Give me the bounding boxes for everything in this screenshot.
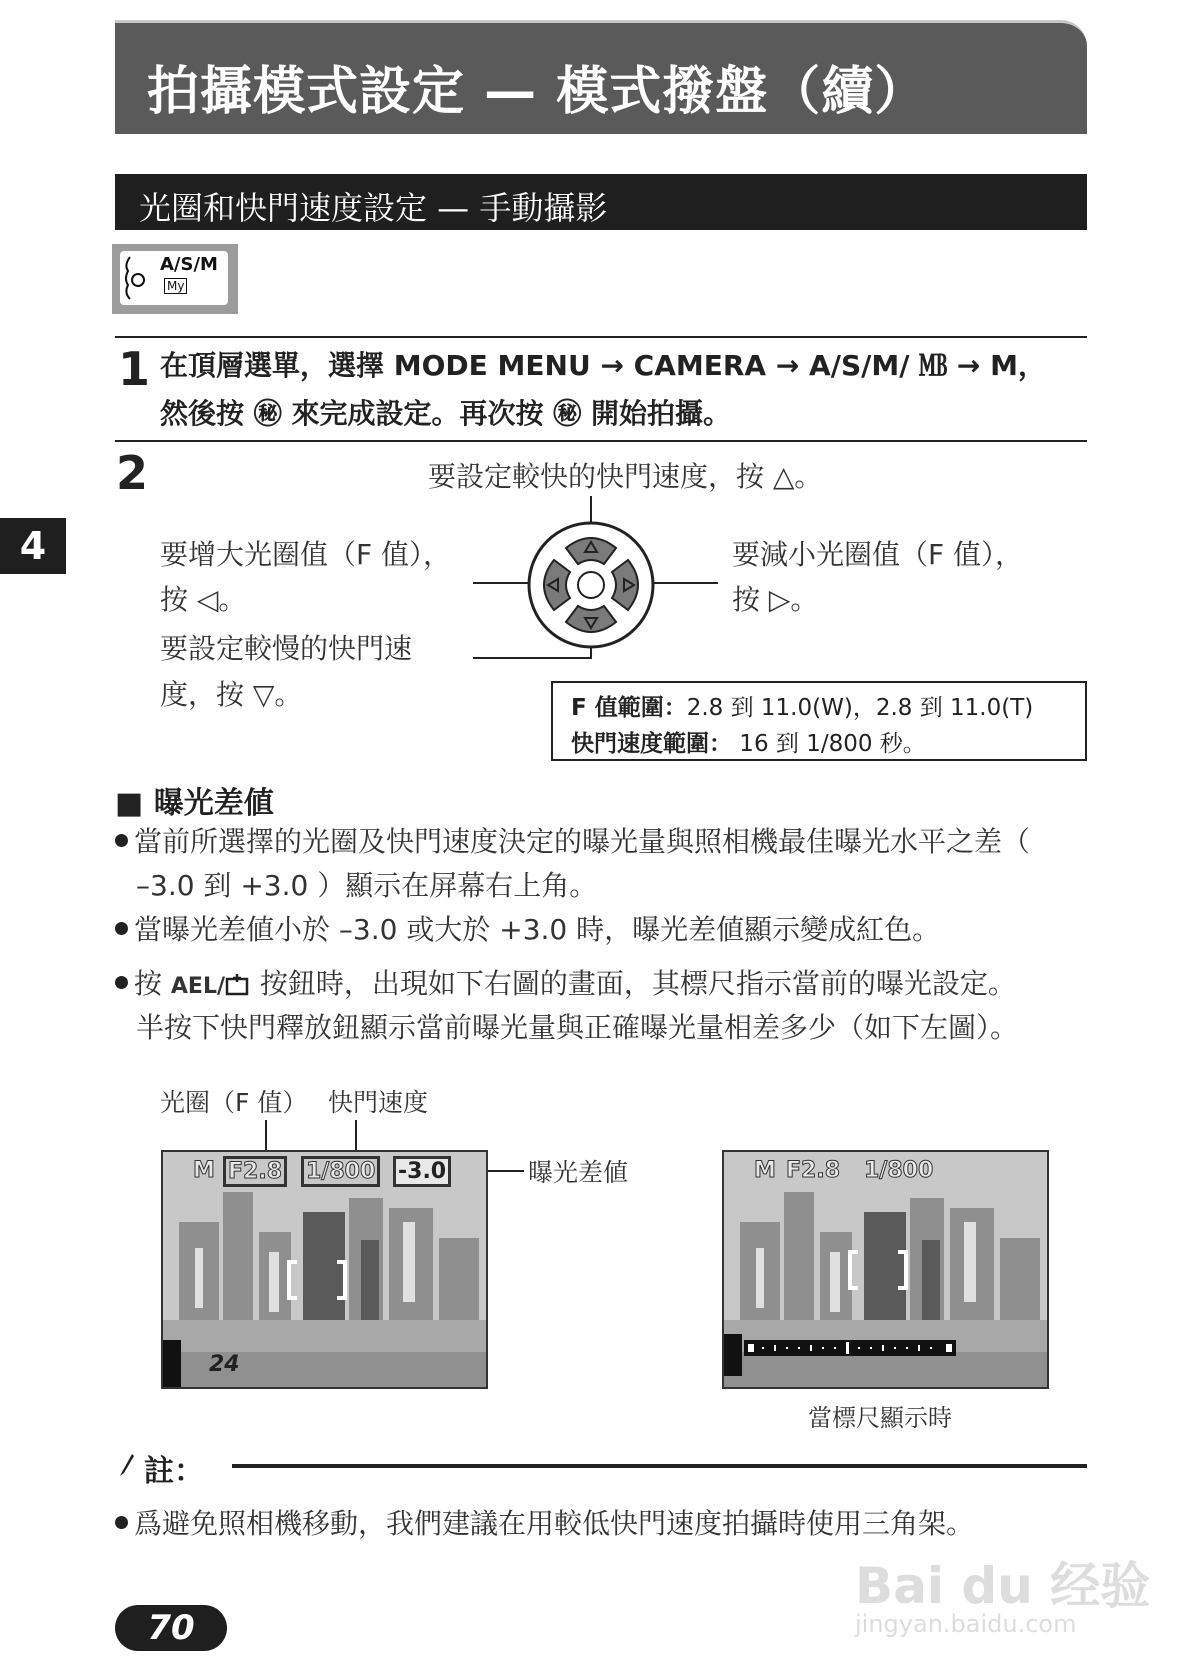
step1-line1: 在頂層選單，選擇 MODE MENU → CAMERA → A/S/M/ ㎆ → M， (160, 349, 1046, 382)
bullet-text-prefix: 按 (134, 967, 171, 1000)
osd-aperture: F2.8 (223, 1156, 287, 1187)
osd-shutter-speed: 1/800 (301, 1156, 380, 1187)
page-title: 拍攝模式設定 — 模式撥盤（續） (147, 62, 928, 122)
label-exposure-diff: 曝光差値 (528, 1158, 629, 1187)
label-aperture: 光圈（F 值） (160, 1088, 308, 1117)
pencil-icon (116, 1452, 136, 1478)
mode-icon-label: A/S/M (160, 254, 218, 275)
page-title-bar (115, 20, 1087, 134)
shutter-range-label: 快門速度範圍： (571, 731, 732, 757)
step-number: 2 (116, 446, 149, 500)
instruction-left-line2: 按 ◁。 (160, 583, 247, 616)
leader-line-down-h (473, 657, 592, 659)
osd-aperture: F2.8 (786, 1158, 841, 1183)
range-info-box (551, 681, 1087, 761)
exposure-scale-bar (744, 1340, 956, 1356)
bullet-item (115, 962, 1016, 1009)
instruction-left-line1: 要增大光圈值（F 值）， (160, 538, 452, 571)
arrow-pad-icon (526, 520, 656, 650)
note-text: 爲避免照相機移動，我們建議在用較低快門速度拍攝時使用三角架。 (134, 1507, 975, 1540)
chapter-tab: 4 (0, 518, 66, 574)
bullet-dot (115, 1516, 128, 1529)
right-figure-caption: 當標尺顯示時 (808, 1404, 952, 1432)
mode-dial-icon (112, 244, 238, 314)
leader-line-shutter (355, 1120, 357, 1154)
osd-exposure-diff: -3.0 (393, 1156, 451, 1187)
divider (115, 440, 1087, 442)
osd-mode: M (193, 1158, 215, 1183)
page-number: 70 (115, 1605, 227, 1651)
bullet-continuation: –3.0 到 +3.0 ）顯示在屏幕右上角。 (136, 869, 598, 902)
note-rule (232, 1464, 1087, 1468)
ael-button-label: AEL/ (170, 974, 226, 999)
step-number: 1 (118, 342, 151, 396)
step1-text (160, 342, 1046, 438)
osd-mode: M (754, 1158, 776, 1183)
bullet-dot (115, 976, 128, 989)
bullet-text: 當曝光差値小於 –3.0 或大於 +3.0 時，曝光差値顯示變成紅色。 (134, 913, 941, 946)
bullet-item (115, 1502, 974, 1546)
bullet-dot (115, 834, 128, 847)
f-range-value: 2.8 到 11.0(W)，2.8 到 11.0(T) (686, 695, 1034, 721)
watermark-url: jingyan.baidu.com (855, 1610, 1077, 1638)
label-shutter: 快門速度 (328, 1088, 429, 1117)
osd-shutter-speed: 1/800 (864, 1158, 934, 1183)
my-mode-label: My (164, 278, 187, 294)
leader-line-exposure (488, 1170, 524, 1172)
dial-indicator-icon (131, 273, 145, 287)
bullet-item (115, 908, 940, 952)
f-range-label: F 值範圍： (571, 695, 687, 721)
osd-frames-remaining: 24 (209, 1352, 240, 1377)
section-header (115, 174, 1087, 230)
step1-line2: 然後按 ㊙ 來完成設定。再次按 ㊙ 開始拍攝。 (160, 397, 731, 430)
display-button-icon (225, 972, 251, 996)
instruction-right-line2: 按 ▷。 (732, 583, 819, 616)
bullet-item (115, 820, 1030, 864)
leader-line-aperture (265, 1120, 267, 1154)
bullet-text-suffix: 按鈕時，出現如下右圖的畫面，其標尺指示當前的曝光設定。 (251, 967, 1016, 1000)
bullet-text: 當前所選擇的光圈及快門速度決定的曝光量與照相機最佳曝光水平之差（ (134, 825, 1031, 858)
watermark-logo: Bai du 经验 (855, 1557, 1151, 1615)
note-label: 註： (144, 1454, 204, 1489)
bullet-continuation: 半按下快門釋放鈕顯示當前曝光量與正確曝光量相差多少（如下左圖）。 (136, 1011, 1019, 1044)
instruction-down-line1: 要設定較慢的快門速 (160, 632, 413, 665)
instruction-right-line1: 要減小光圈值（F 值）， (732, 538, 1024, 571)
bullet-dot (115, 922, 128, 935)
shutter-range-value: 16 到 1/800 秒。 (732, 731, 926, 757)
camera-screen-left (161, 1150, 488, 1389)
instruction-down-line2: 度，按 ▽。 (160, 678, 303, 711)
instruction-up: 要設定較快的快門速度，按 △。 (428, 460, 823, 493)
camera-screen-right (722, 1150, 1049, 1389)
divider (115, 336, 1087, 338)
exposure-heading: ■ 曝光差値 (115, 786, 274, 821)
section-title: 光圈和快門速度設定 — 手動攝影 (139, 189, 608, 227)
